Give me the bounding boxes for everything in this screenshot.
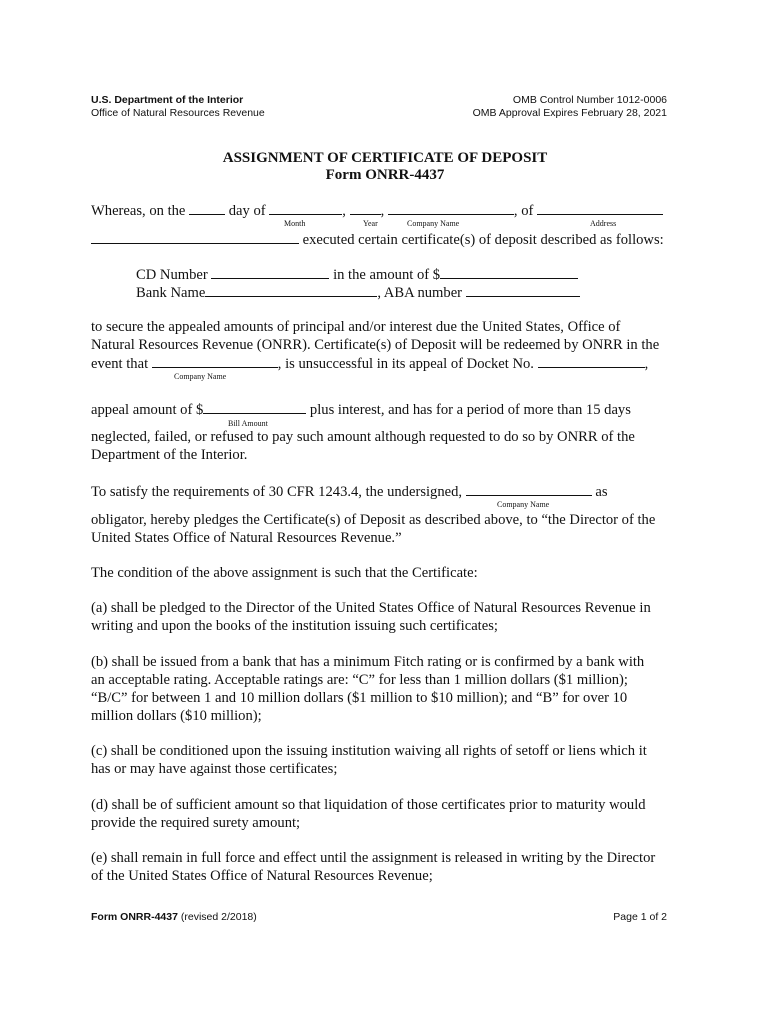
company-name-label-3: Company Name — [497, 500, 550, 509]
company-name-field-3[interactable] — [466, 482, 592, 496]
bank-name-label: Bank Name — [136, 285, 206, 301]
item-d-line-2: provide the required surety amount; — [91, 815, 301, 831]
year-label: Year — [363, 219, 378, 228]
docket-number-field[interactable] — [538, 354, 645, 368]
item-b-line-3: “B/C” for between 1 and 10 million dollars ($1 million to $10 million); and “B” for over 10 — [91, 690, 628, 706]
office-name: Office of Natural Resources Revenue — [91, 107, 265, 119]
aba-number-field[interactable] — [466, 283, 580, 297]
satisfy-line-1 — [91, 482, 608, 501]
bill-amount-field[interactable] — [203, 400, 306, 414]
aba-number-label: , ABA number — [377, 285, 463, 301]
plus-interest-text: plus interest, and has for a period of more than 15 days — [309, 402, 631, 418]
company-name-label: Company Name — [407, 219, 460, 228]
company-name-field-2[interactable] — [152, 354, 278, 368]
amount-label: in the amount of $ — [333, 267, 441, 283]
appeal-line-3: Department of the Interior. — [91, 447, 248, 463]
satisfy-line-2: obligator, hereby pledges the Certificate(s) of Deposit as described above, to “the Director of the — [91, 512, 656, 528]
appeal-amount-text: appeal amount of $ — [91, 402, 204, 418]
cd-number-line — [136, 265, 578, 284]
of-text: , of — [513, 203, 534, 219]
bill-amount-label: Bill Amount — [228, 419, 268, 428]
comma-text-3: , — [644, 356, 649, 372]
address-field[interactable] — [537, 201, 663, 215]
cd-number-label: CD Number — [136, 267, 208, 283]
month-field[interactable] — [269, 201, 342, 215]
appeal-line-2: neglected, failed, or refused to pay such amount although requested to do so by ONRR of the — [91, 429, 635, 445]
event-that-text: event that — [91, 356, 149, 372]
year-field[interactable] — [350, 201, 381, 215]
item-b-line-1: (b) shall be issued from a bank that has a minimum Fitch rating or is confirmed by a bank with — [91, 654, 645, 670]
company-name-field[interactable] — [388, 201, 514, 215]
condition-text: The condition of the above assignment is such that the Certificate: — [91, 565, 478, 581]
cd-number-field[interactable] — [211, 265, 329, 279]
page-number: Page 1 of 2 — [613, 911, 667, 923]
item-e-line-1: (e) shall remain in full force and effect until the assignment is released in writing by the Director — [91, 850, 656, 866]
secure-line-3 — [91, 354, 648, 373]
item-c-line-1: (c) shall be conditioned upon the issuing institution waiving all rights of setoff or liens which it — [91, 743, 647, 759]
item-a-line-1: (a) shall be pledged to the Director of the United States Office of Natural Resources Revenue in — [91, 600, 651, 616]
day-field[interactable] — [189, 201, 225, 215]
secure-line-1: to secure the appealed amounts of principal and/or interest due the United States, Office of — [91, 319, 621, 335]
item-c-line-2: has or may have against those certificates; — [91, 761, 338, 777]
executed-line — [91, 230, 664, 249]
unsuccessful-text: , is unsuccessful in its appeal of Docket No. — [277, 356, 534, 372]
bank-name-line — [136, 283, 580, 302]
executor-field[interactable] — [91, 230, 299, 244]
form-number: Form ONRR-4437 — [325, 167, 445, 183]
whereas-text: Whereas, on the — [91, 203, 186, 219]
day-of-text: day of — [228, 203, 266, 219]
omb-control-number: OMB Control Number 1012-0006 — [512, 94, 667, 106]
item-d-line-1: (d) shall be of sufficient amount so that liquidation of those certificates prior to maturity would — [91, 797, 646, 813]
as-text: as — [595, 484, 608, 500]
item-a-line-2: writing and upon the books of the institution issuing such certificates; — [91, 618, 498, 634]
executed-text: executed certain certificate(s) of deposit described as follows: — [302, 232, 664, 248]
agency-name: U.S. Department of the Interior — [91, 94, 244, 106]
comma-text-2: , — [380, 203, 385, 219]
comma-text: , — [342, 203, 346, 219]
appeal-line-1 — [91, 400, 631, 419]
month-label: Month — [284, 219, 306, 228]
company-name-label-2: Company Name — [174, 372, 227, 381]
item-b-line-2: an acceptable rating. Acceptable ratings are: “C” for less than 1 million dollars ($1 million); — [91, 672, 628, 688]
item-b-line-4: million dollars ($10 million); — [91, 708, 262, 724]
footer-form-id — [91, 910, 257, 924]
footer-revision: (revised 2/2018) — [180, 911, 257, 923]
satisfy-text: To satisfy the requirements of 30 CFR 1243.4, the undersigned, — [91, 484, 463, 500]
form-title: ASSIGNMENT OF CERTIFICATE OF DEPOSIT — [222, 150, 548, 166]
footer-form-number: Form ONRR-4437 — [91, 911, 178, 923]
item-e-line-2: of the United States Office of Natural Resources Revenue; — [91, 868, 433, 884]
bank-name-field[interactable] — [205, 283, 377, 297]
whereas-line — [91, 201, 663, 220]
omb-approval-expiration: OMB Approval Expires February 28, 2021 — [472, 107, 667, 119]
cd-amount-field[interactable] — [440, 265, 578, 279]
address-label: Address — [590, 219, 617, 228]
satisfy-line-3: United States Office of Natural Resources Revenue.” — [91, 530, 402, 546]
secure-line-2: Natural Resources Revenue (ONRR). Certificate(s) of Deposit will be redeemed by ONRR in the — [91, 337, 660, 353]
